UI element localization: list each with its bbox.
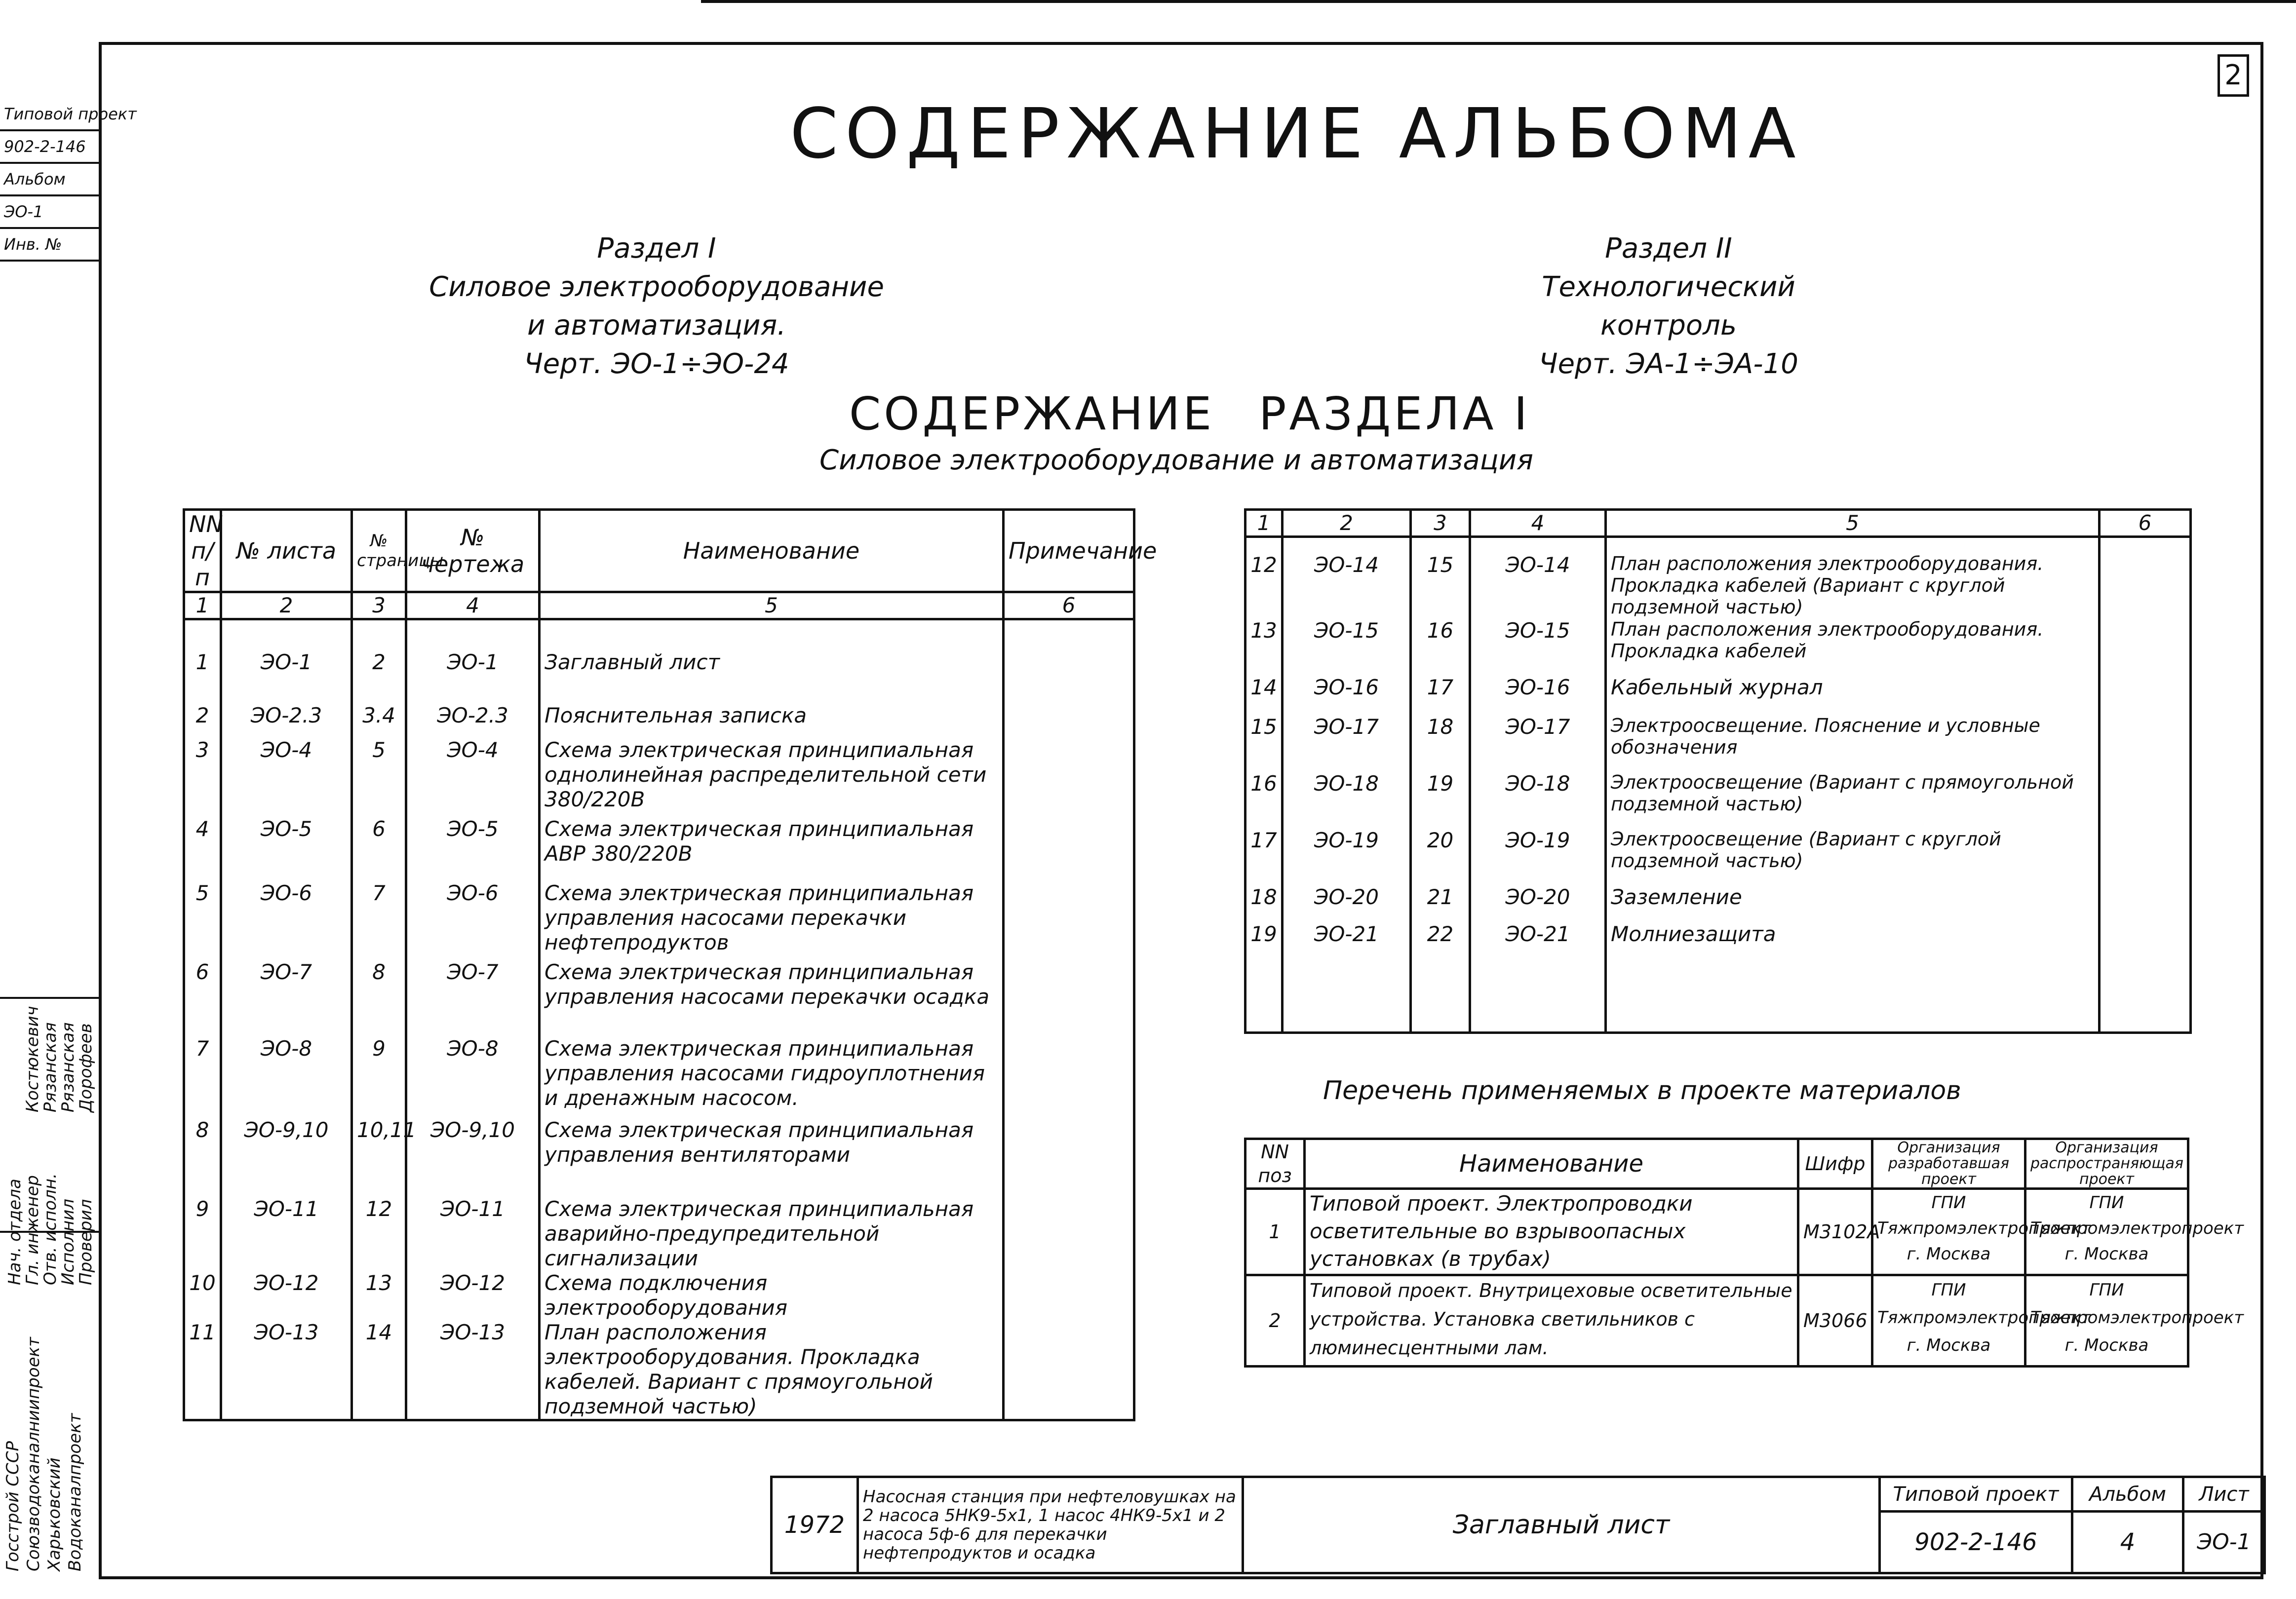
header-cell: Наименование	[540, 510, 1004, 592]
row-n: 12	[1245, 537, 1283, 618]
contents-table-1	[183, 508, 1157, 1421]
header-cell: № чертежа	[406, 510, 540, 592]
row-drawing: ЭО-5	[406, 817, 540, 881]
row-n: 13	[1245, 618, 1283, 675]
row-n: 7	[184, 1036, 221, 1118]
row-note	[2100, 675, 2191, 715]
col-number: 5	[540, 592, 1004, 619]
row-sheet: ЭО-21	[1283, 922, 1411, 1033]
row-drawing: ЭО-2.3	[406, 684, 540, 738]
materials-title: Перечень применяемых в проекте материалов	[1323, 1076, 1961, 1105]
stamp-sheet-value: ЭО-1	[2183, 1512, 2265, 1573]
row-page: 14	[352, 1320, 406, 1420]
row-name: Электроосвещение (Вариант с прямоугольной подземной частью)	[1606, 771, 2100, 828]
row-sheet: ЭО-7	[221, 960, 352, 1036]
row-note	[1004, 960, 1134, 1036]
row-page: 6	[352, 817, 406, 881]
row-n: 8	[184, 1118, 221, 1197]
header-cell: Организация распространяющая проект	[2025, 1139, 2188, 1189]
col-number: 6	[2100, 510, 2191, 537]
left-vertical-stamp	[0, 997, 99, 1581]
section1-block	[385, 229, 928, 383]
stamp-sheet-name: Заглавный лист	[1243, 1477, 1880, 1573]
row-page: 2	[352, 619, 406, 684]
role-label: Гл. инженер	[23, 1175, 42, 1285]
row-page: 10,11	[352, 1118, 406, 1197]
row-drawing: ЭО-13	[406, 1320, 540, 1420]
header-cell: Шифр	[1798, 1139, 1872, 1189]
col-number: 6	[1004, 592, 1134, 619]
row-name: План расположения электрооборудования. Прокладка кабелей. Вариант с прямоугольной подземной частью)	[540, 1320, 1004, 1420]
row-name: Электроосвещение. Пояснение и условные обозначения	[1606, 715, 2100, 771]
header-cell: NN п/п	[184, 510, 221, 592]
row-n: 2	[184, 684, 221, 738]
row-sheet: ЭО-4	[221, 738, 352, 817]
row-note	[1004, 1197, 1134, 1271]
row-drawing: ЭО-18	[1470, 771, 1606, 828]
row-code: М3102А	[1798, 1189, 1872, 1275]
section1-label: Раздел I	[597, 232, 716, 265]
row-page: 21	[1411, 885, 1470, 922]
col-number: 4	[1470, 510, 1606, 537]
section2-name-line2: контроль	[1600, 309, 1737, 342]
stamp-project-code: 902-2-146	[1880, 1512, 2072, 1573]
row-drawing: ЭО-6	[406, 881, 540, 960]
section2-block	[1520, 229, 1817, 383]
stamp-album-value: 4	[2072, 1512, 2183, 1573]
row-drawing: ЭО-9,10	[406, 1118, 540, 1197]
section2-label: Раздел II	[1605, 232, 1732, 265]
row-note	[1004, 1271, 1134, 1320]
row-n: 11	[184, 1320, 221, 1420]
row-sheet: ЭО-12	[221, 1271, 352, 1320]
row-page: 9	[352, 1036, 406, 1118]
header-cell: № листа	[221, 510, 352, 592]
row-drawing: ЭО-20	[1470, 885, 1606, 922]
row-name: Схема электрическая принципиальная управления насосами перекачки осадка	[540, 960, 1004, 1036]
row-n: 9	[184, 1197, 221, 1271]
col-number: 1	[184, 592, 221, 619]
row-n: 18	[1245, 885, 1283, 922]
row-note	[2100, 618, 2191, 675]
row-note	[2100, 771, 2191, 828]
materials-table	[1244, 1138, 2244, 1368]
side-stamp-row: Типовой проект	[0, 99, 99, 131]
row-sheet: ЭО-1	[221, 619, 352, 684]
row-n: 2	[1245, 1275, 1305, 1367]
row-note	[2100, 715, 2191, 771]
row-note	[2100, 922, 2191, 1033]
row-name: Кабельный журнал	[1606, 675, 2100, 715]
top-edge-line	[701, 0, 2296, 3]
header-cell: Примечание	[1004, 510, 1134, 592]
row-n: 17	[1245, 828, 1283, 885]
row-developer: ГПИ Тяжпромэлектропроект г. Москва	[1872, 1275, 2025, 1367]
row-page: 17	[1411, 675, 1470, 715]
row-page: 8	[352, 960, 406, 1036]
row-n: 14	[1245, 675, 1283, 715]
stamp-album-label: Альбом	[2072, 1477, 2183, 1512]
row-sheet: ЭО-15	[1283, 618, 1411, 675]
row-name: Схема электрическая принципиальная АВР 380/220В	[540, 817, 1004, 881]
row-name: Схема электрическая принципиальная управления насосами перекачки нефтепродуктов	[540, 881, 1004, 960]
header-cell: № страницы	[352, 510, 406, 592]
col-number: 3	[1411, 510, 1470, 537]
col-number: 4	[406, 592, 540, 619]
row-distributor: ГПИ Тяжпромэлектропроект г. Москва	[2025, 1275, 2188, 1367]
role-label: Нач. отдела	[5, 1179, 25, 1285]
row-page: 13	[352, 1271, 406, 1320]
row-sheet: ЭО-11	[221, 1197, 352, 1271]
row-note	[1004, 881, 1134, 960]
row-n: 5	[184, 881, 221, 960]
row-note	[1004, 1320, 1134, 1420]
role-label: Проверил	[76, 1199, 96, 1285]
row-sheet: ЭО-18	[1283, 771, 1411, 828]
row-sheet: ЭО-17	[1283, 715, 1411, 771]
row-note	[2100, 885, 2191, 922]
row-drawing: ЭО-19	[1470, 828, 1606, 885]
row-note	[1004, 738, 1134, 817]
row-sheet: ЭО-9,10	[221, 1118, 352, 1197]
row-drawing: ЭО-16	[1470, 675, 1606, 715]
side-stamp-row: ЭО-1	[0, 196, 99, 229]
org-line: Госстрой СССР	[3, 1441, 23, 1571]
section2-name-line1: Технологический	[1542, 271, 1795, 303]
row-page: 16	[1411, 618, 1470, 675]
signer-name: Рязанская	[40, 1022, 60, 1112]
row-drawing: ЭО-11	[406, 1197, 540, 1271]
row-drawing: ЭО-4	[406, 738, 540, 817]
row-sheet: ЭО-13	[221, 1320, 352, 1420]
signer-name: Дорофеев	[76, 1023, 96, 1112]
row-n: 6	[184, 960, 221, 1036]
header-cell: NN поз	[1245, 1139, 1305, 1189]
row-name: Молниезащита	[1606, 922, 2100, 1033]
row-code: М3066	[1798, 1275, 1872, 1367]
row-page: 3.4	[352, 684, 406, 738]
col-number: 2	[221, 592, 352, 619]
row-name: Заглавный лист	[540, 619, 1004, 684]
row-note	[1004, 1036, 1134, 1118]
row-drawing: ЭО-14	[1470, 537, 1606, 618]
row-drawing: ЭО-12	[406, 1271, 540, 1320]
row-note	[2100, 537, 2191, 618]
row-name: Схема электрическая принципиальная однолинейная распределительной сети 380/220В	[540, 738, 1004, 817]
row-distributor: ГПИ Тяжпромэлектропроект г. Москва	[2025, 1189, 2188, 1275]
contents-table-2	[1244, 508, 2192, 1034]
row-name: Типовой проект. Внутрицеховые осветительные устройства. Установка светильников с люминесцентными лам.	[1305, 1275, 1798, 1367]
side-stamp-row: 902-2-146	[0, 131, 99, 164]
title-block	[770, 1476, 2266, 1574]
row-name: План расположения электрооборудования. Прокладка кабелей	[1606, 618, 2100, 675]
col-number: 5	[1606, 510, 2100, 537]
row-n: 19	[1245, 922, 1283, 1033]
row-sheet: ЭО-2.3	[221, 684, 352, 738]
row-name: Схема электрическая принципиальная управления насосами гидроуплотнения и дренажным насосом.	[540, 1036, 1004, 1118]
row-sheet: ЭО-14	[1283, 537, 1411, 618]
row-page: 19	[1411, 771, 1470, 828]
content-title-left: СОДЕРЖАНИЕ	[849, 387, 1215, 440]
row-drawing: ЭО-17	[1470, 715, 1606, 771]
section1-name-line2: и автоматизация.	[527, 309, 786, 342]
header-cell: Организация разработавшая проект	[1872, 1139, 2025, 1189]
org-line: Союзводоканалниипроект	[24, 1337, 43, 1571]
side-stamp	[0, 99, 137, 262]
row-page: 15	[1411, 537, 1470, 618]
row-n: 15	[1245, 715, 1283, 771]
section2-drawings: Черт. ЭА-1÷ЭА-10	[1539, 348, 1798, 380]
content-title-right: РАЗДЕЛА I	[1259, 387, 1530, 440]
row-name: Пояснительная записка	[540, 684, 1004, 738]
content-subtitle: Силовое электрооборудование и автоматизация	[819, 444, 1533, 476]
sheet-number: 2	[2218, 54, 2249, 97]
row-sheet: ЭО-19	[1283, 828, 1411, 885]
row-name: Типовой проект. Электропроводки осветительные во взрывоопасных установках (в трубах)	[1305, 1189, 1798, 1275]
stamp-sheet-label: Лист	[2183, 1477, 2265, 1512]
signer-name: Костюкевич	[23, 1006, 42, 1112]
org-line: Харьковский	[44, 1457, 64, 1571]
row-name: План расположения электрооборудования. Прокладка кабелей (Вариант с круглой подземной частью)	[1606, 537, 2100, 618]
row-n: 3	[184, 738, 221, 817]
row-name: Электроосвещение (Вариант с круглой подземной частью)	[1606, 828, 2100, 885]
row-page: 5	[352, 738, 406, 817]
row-drawing: ЭО-1	[406, 619, 540, 684]
row-page: 20	[1411, 828, 1470, 885]
row-name: Схема подключения электрооборудования	[540, 1271, 1004, 1320]
row-developer: ГПИ Тяжпромэлектропроект г. Москва	[1872, 1189, 2025, 1275]
row-n: 16	[1245, 771, 1283, 828]
row-page: 18	[1411, 715, 1470, 771]
album-title: СОДЕРЖАНИЕ АЛЬБОМА	[790, 94, 1803, 174]
row-page: 7	[352, 881, 406, 960]
row-n: 4	[184, 817, 221, 881]
row-page: 12	[352, 1197, 406, 1271]
row-drawing: ЭО-8	[406, 1036, 540, 1118]
col-number: 1	[1245, 510, 1283, 537]
role-label: Исполнил	[58, 1199, 78, 1285]
side-stamp-row: Альбом	[0, 164, 99, 196]
stamp-year: 1972	[772, 1477, 858, 1573]
header-cell: Наименование	[1305, 1139, 1798, 1189]
row-page: 22	[1411, 922, 1470, 1033]
row-n: 1	[184, 619, 221, 684]
row-n: 1	[1245, 1189, 1305, 1275]
row-drawing: ЭО-21	[1470, 922, 1606, 1033]
side-stamp-row: Инв. №	[0, 229, 99, 262]
role-label: Отв. исполн.	[40, 1173, 60, 1285]
section1-name-line1: Силовое электрооборудование	[429, 271, 884, 303]
stamp-project-label: Типовой проект	[1880, 1477, 2072, 1512]
row-name: Схема электрическая принципиальная аварийно-предупредительной сигнализации	[540, 1197, 1004, 1271]
section1-drawings: Черт. ЭО-1÷ЭО-24	[524, 348, 789, 380]
row-n: 10	[184, 1271, 221, 1320]
row-note	[2100, 828, 2191, 885]
row-name: Схема электрическая принципиальная управления вентиляторами	[540, 1118, 1004, 1197]
col-number: 2	[1283, 510, 1411, 537]
row-name: Заземление	[1606, 885, 2100, 922]
stamp-description: Насосная станция при нефтеловушках на 2 насоса 5НК9-5х1, 1 насос 4НК9-5х1 и 2 насоса 5ф-6 для перекачки нефтепродуктов и осадка	[858, 1477, 1243, 1573]
row-note	[1004, 684, 1134, 738]
row-sheet: ЭО-5	[221, 817, 352, 881]
row-note	[1004, 619, 1134, 684]
row-drawing: ЭО-15	[1470, 618, 1606, 675]
row-note	[1004, 1118, 1134, 1197]
row-drawing: ЭО-7	[406, 960, 540, 1036]
signer-name: Рязанская	[58, 1022, 78, 1112]
col-number: 3	[352, 592, 406, 619]
row-sheet: ЭО-6	[221, 881, 352, 960]
row-note	[1004, 817, 1134, 881]
row-sheet: ЭО-16	[1283, 675, 1411, 715]
org-line: Водоканалпроект	[65, 1413, 85, 1571]
row-sheet: ЭО-8	[221, 1036, 352, 1118]
row-sheet: ЭО-20	[1283, 885, 1411, 922]
